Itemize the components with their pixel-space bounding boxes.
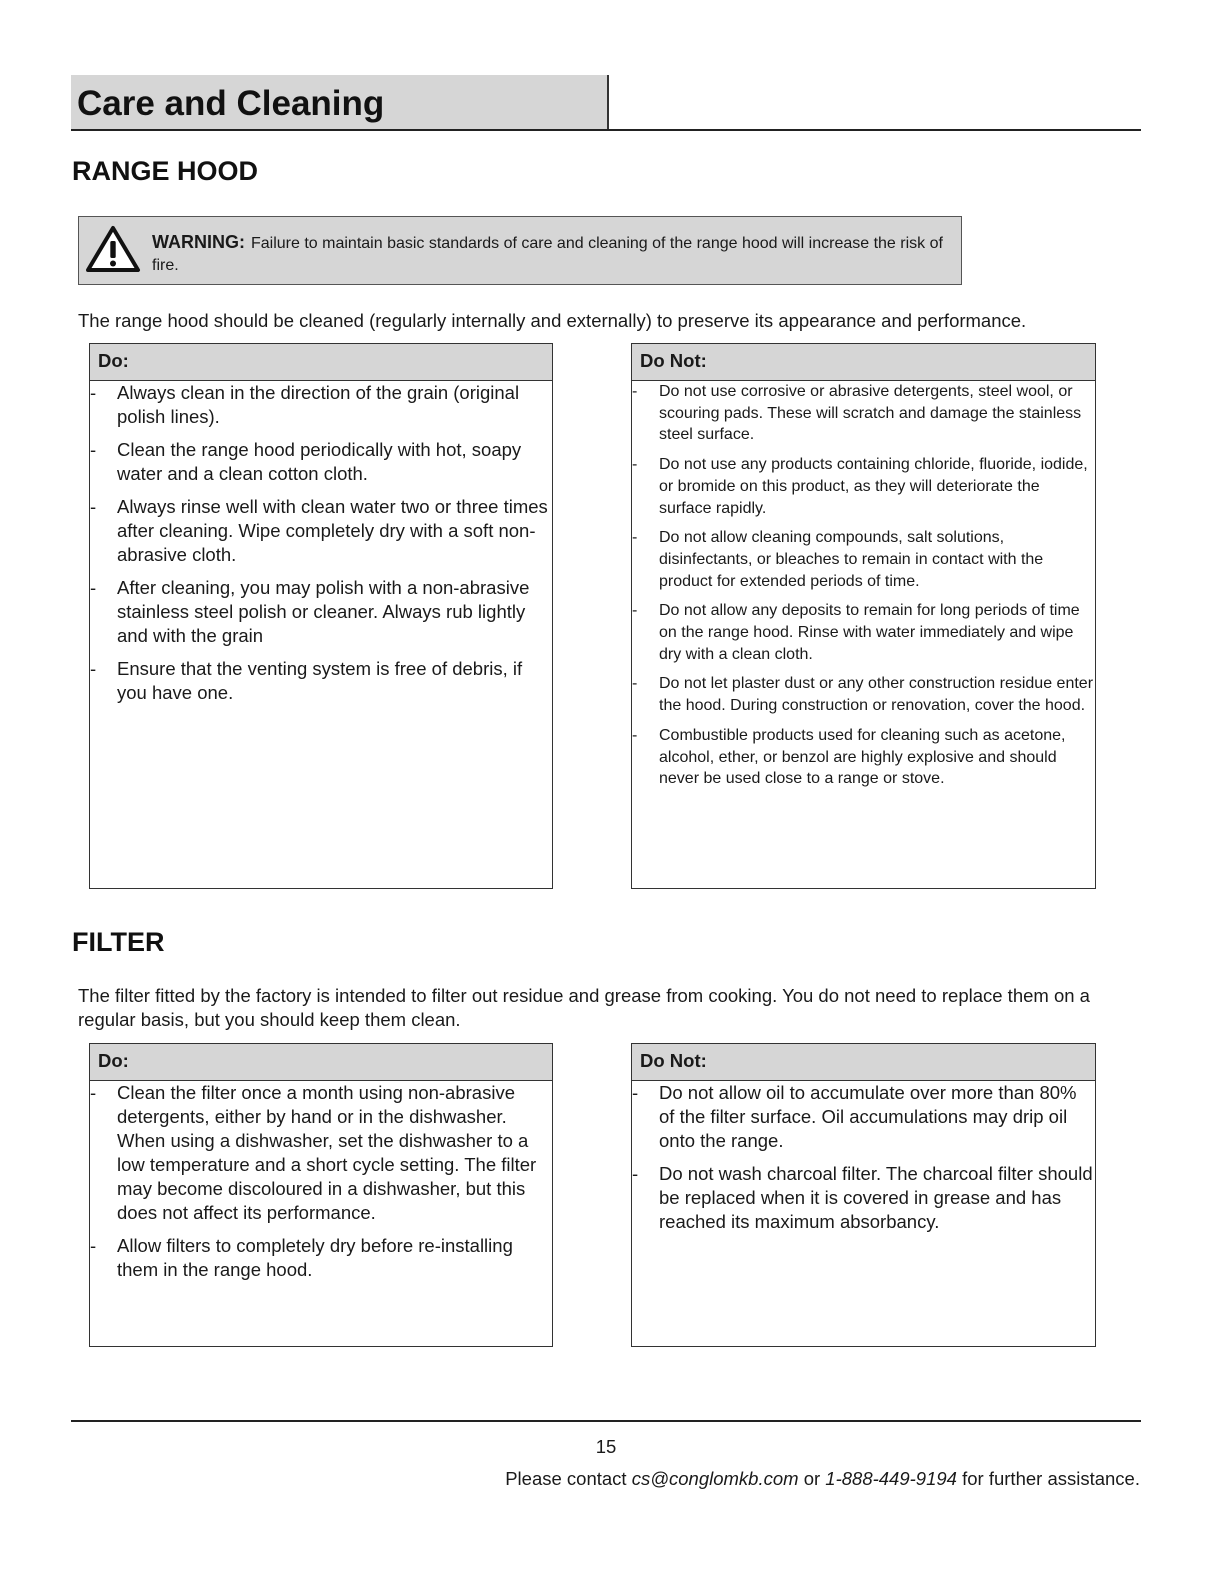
page-title: Care and Cleaning bbox=[77, 84, 385, 123]
bullet-dash: - bbox=[632, 602, 638, 620]
list-item-text: Allow filters to completely dry before re-installing them in the range hood. bbox=[117, 1235, 513, 1280]
bullet-dash: - bbox=[90, 577, 97, 598]
page-number: 15 bbox=[595, 1436, 617, 1457]
bullet-dash: - bbox=[632, 456, 638, 474]
warning-message: Failure to maintain basic standards of care and cleaning of the range hood will increase the risk of fire. bbox=[152, 235, 943, 274]
list-item bbox=[90, 495, 552, 567]
bullet-dash: - bbox=[632, 1163, 639, 1184]
range-hood-do-not-list bbox=[632, 381, 1095, 790]
contact-or: or bbox=[798, 1468, 826, 1489]
filter-do-list bbox=[90, 1081, 552, 1282]
list-item-text: Do not let plaster dust or any other construction residue enter the hood. During construction or renovation, cover the hood. bbox=[659, 675, 1094, 715]
range-hood-intro: The range hood should be cleaned (regularly internally and externally) to preserve its appearance and performance. bbox=[78, 310, 1027, 331]
range-hood-heading: RANGE HOOD bbox=[72, 156, 259, 186]
footer-rule bbox=[71, 1420, 1141, 1422]
bullet-dash: - bbox=[632, 529, 638, 547]
filter-do-not-box bbox=[631, 1043, 1096, 1347]
bullet-dash: - bbox=[90, 1082, 97, 1103]
bullet-dash: - bbox=[90, 439, 97, 460]
range-hood-do-not-box bbox=[631, 343, 1096, 889]
list-item-text: Do not use any products containing chloride, fluoride, iodide, or bromide on this product, as they will deteriorate the surface rapidly. bbox=[659, 456, 1088, 517]
bullet-dash: - bbox=[90, 658, 97, 679]
list-item bbox=[90, 438, 552, 486]
list-item-text: Clean the range hood periodically with hot, soapy water and a clean cotton cloth. bbox=[117, 439, 522, 484]
list-item-text: Do not wash charcoal filter. The charcoal filter should be replaced when it is covered in grease and has reached its maximum absorbancy. bbox=[659, 1163, 1093, 1232]
list-item-text: Combustible products used for cleaning such as acetone, alcohol, ether, or benzol are highly explosive and should never be used close to a range or stove. bbox=[659, 726, 1066, 788]
range-hood-do-list bbox=[90, 381, 552, 705]
list-item bbox=[90, 1234, 552, 1282]
list-item-text: After cleaning, you may polish with a non-abrasive stainless steel polish or cleaner. Always rub lightly and with the grain bbox=[117, 577, 530, 646]
list-item-text: Clean the filter once a month using non-abrasive detergents, either by hand or in the dishwasher. When using a dishwasher, set the dishwasher to a low temperature and a short cycle setting. The filter may become discoloured in a dishwasher, but this does not affect its performance. bbox=[117, 1082, 537, 1223]
list-item bbox=[632, 454, 1095, 519]
list-item bbox=[90, 657, 552, 705]
header-rule bbox=[71, 129, 1141, 131]
list-item bbox=[90, 576, 552, 648]
list-item bbox=[632, 600, 1095, 665]
filter-do-box bbox=[89, 1043, 553, 1347]
warning-triangle-icon bbox=[85, 224, 141, 274]
list-item bbox=[632, 381, 1095, 446]
do-box-title: Do: bbox=[90, 1044, 552, 1081]
list-item-text: Do not allow any deposits to remain for long periods of time on the range hood. Rinse with water immediately and wipe dry with a clean cloth. bbox=[659, 602, 1080, 663]
list-item bbox=[632, 527, 1095, 592]
bullet-dash: - bbox=[632, 675, 638, 693]
bullet-dash: - bbox=[90, 1235, 97, 1256]
list-item bbox=[632, 1081, 1095, 1153]
range-hood-do-box bbox=[89, 343, 553, 889]
contact-line bbox=[505, 1468, 1140, 1490]
contact-prefix: Please contact bbox=[505, 1468, 632, 1489]
filter-heading: FILTER bbox=[72, 927, 165, 957]
filter-do-not-list bbox=[632, 1081, 1095, 1234]
filter-intro: The filter fitted by the factory is intended to filter out residue and grease from cooking. You do not need to replace them on a regular basis, but you should keep them clean. bbox=[78, 985, 1090, 1030]
contact-phone[interactable]: 1-888-449-9194 bbox=[825, 1468, 957, 1489]
list-item-text: Do not allow oil to accumulate over more than 80% of the filter surface. Oil accumulations may drip oil onto the range. bbox=[659, 1082, 1077, 1151]
list-item bbox=[632, 1162, 1095, 1234]
list-item bbox=[90, 1081, 552, 1225]
bullet-dash: - bbox=[632, 726, 638, 744]
warning-box bbox=[78, 216, 962, 285]
bullet-dash: - bbox=[632, 1082, 639, 1103]
list-item bbox=[632, 673, 1095, 716]
do-box-title: Do: bbox=[90, 344, 552, 381]
warning-label: WARNING: bbox=[152, 232, 245, 252]
do-not-box-title: Do Not: bbox=[632, 344, 1095, 381]
list-item bbox=[632, 725, 1095, 790]
list-item-text: Do not allow cleaning compounds, salt solutions, disinfectants, or bleaches to remain in contact with the product for extended periods of time. bbox=[659, 529, 1044, 590]
list-item-text: Always clean in the direction of the grain (original polish lines). bbox=[117, 382, 520, 427]
list-item bbox=[90, 381, 552, 429]
contact-suffix: for further assistance. bbox=[956, 1468, 1140, 1489]
bullet-dash: - bbox=[90, 382, 97, 403]
contact-email-link[interactable]: cs@conglomkb.com bbox=[631, 1468, 799, 1489]
list-item-text: Ensure that the venting system is free of debris, if you have one. bbox=[117, 658, 523, 703]
do-not-box-title: Do Not: bbox=[632, 1044, 1095, 1081]
list-item-text: Always rinse well with clean water two or three times after cleaning. Wipe completely dry with a soft non-abrasive cloth. bbox=[117, 496, 548, 565]
bullet-dash: - bbox=[90, 496, 97, 517]
warning-text bbox=[152, 231, 957, 277]
list-item-text: Do not use corrosive or abrasive detergents, steel wool, or scouring pads. These will scratch and damage the stainless steel surface. bbox=[659, 383, 1082, 444]
bullet-dash: - bbox=[632, 383, 638, 400]
